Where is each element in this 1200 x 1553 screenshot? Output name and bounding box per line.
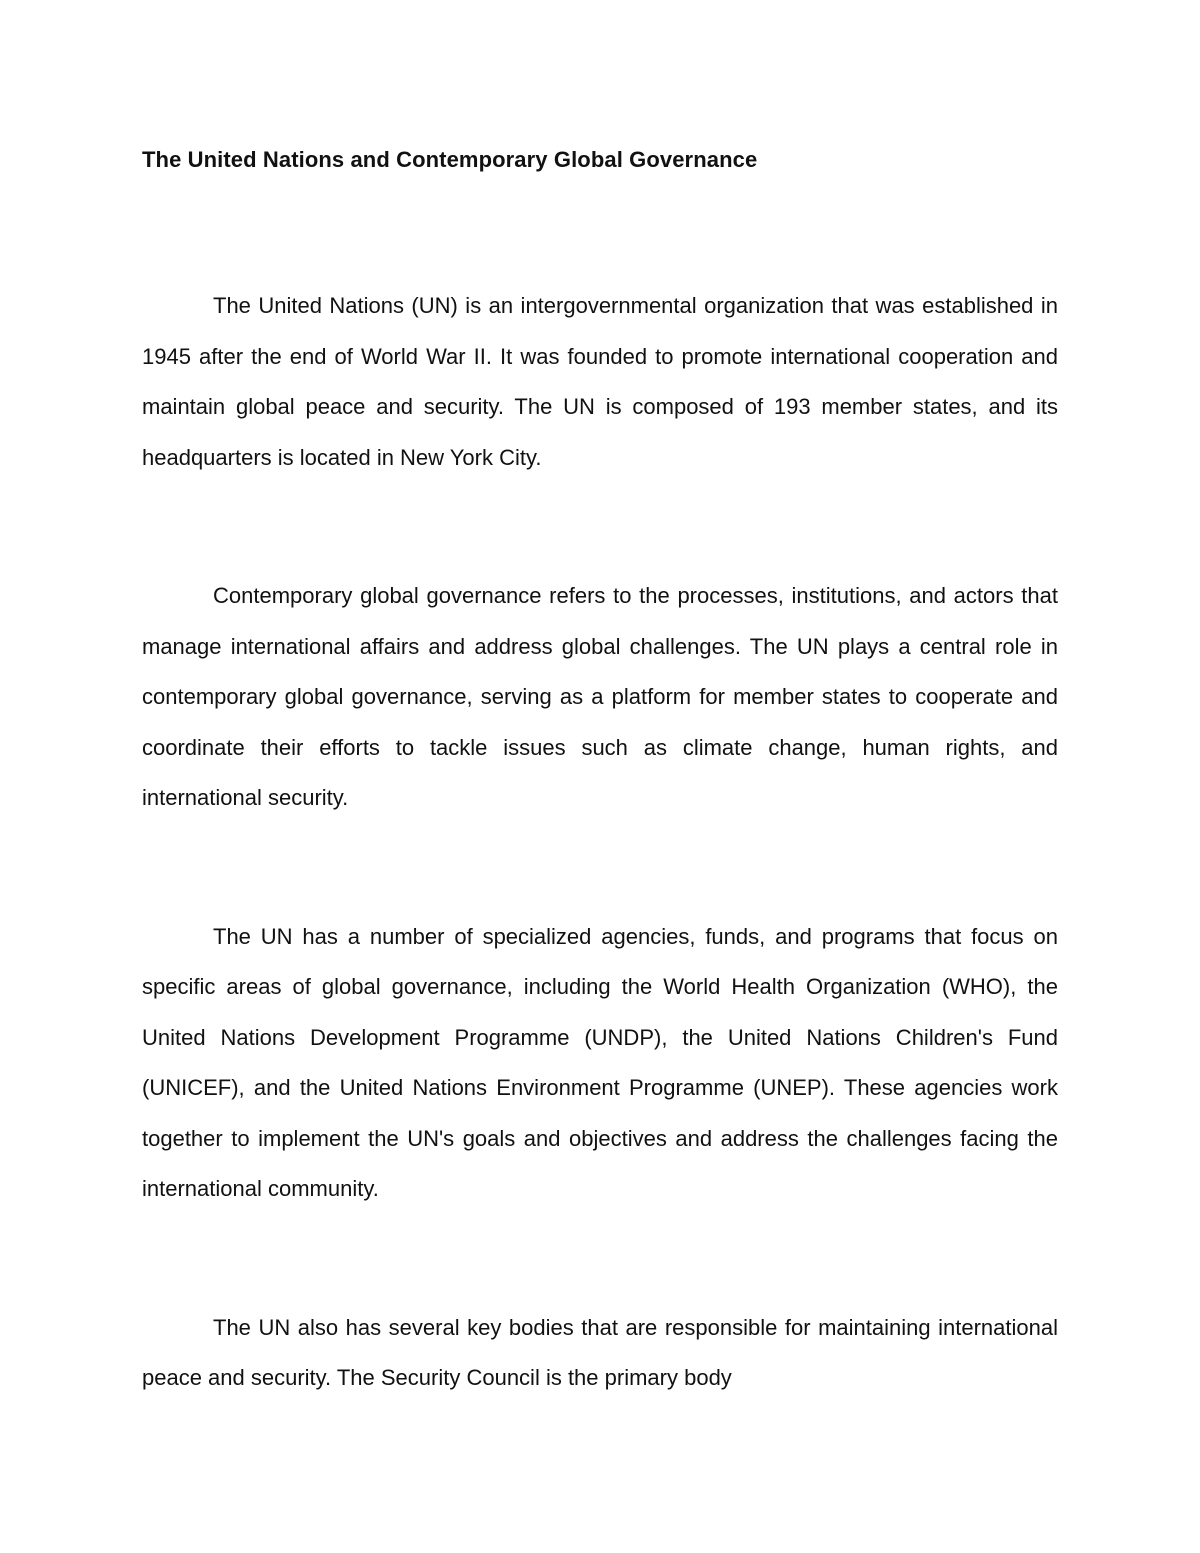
paragraph-2: Contemporary global governance refers to the processes, institutions, and actors that manage international affairs and address global challenges. The UN plays a central role in contemporary global governance, serving as a platform for member states to cooperate and coordinate their efforts to tackle issues such as climate change, human rights, and international security. — [142, 583, 1058, 810]
document-title: The United Nations and Contemporary Global Governance — [142, 147, 758, 172]
paragraph-1: The United Nations (UN) is an intergovernmental organization that was established in 1945 after the end of World War II. It was founded to promote international cooperation and maintain global peace and security. The UN is composed of 193 member states, and its headquarters is located in New York City. — [142, 293, 1058, 470]
paragraph-3: The UN has a number of specialized agencies, funds, and programs that focus on specific areas of global governance, including the World Health Organization (WHO), the United Nations Development Programme (UNDP), the United Nations Children's Fund (UNICEF), and the United Nations Environment Programme (UNEP). These agencies work together to implement the UN's goals and objectives and address the challenges facing the international community. — [142, 923, 1058, 1201]
document-body — [142, 142, 1058, 1404]
paragraph-4: The UN also has several key bodies that are responsible for maintaining international peace and security. The Security Council is the primary body — [142, 1314, 1058, 1390]
